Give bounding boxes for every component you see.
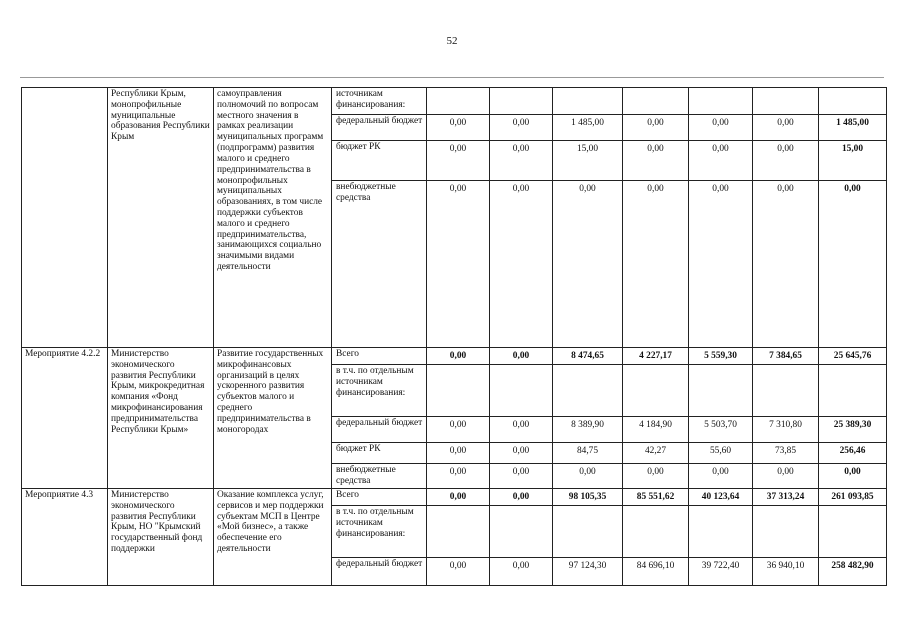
value-cell: 7 384,65 (753, 348, 819, 365)
value-cell (427, 506, 490, 558)
value-cell: 0,00 (689, 181, 753, 348)
measure-cell: Мероприятие 4.3 (22, 489, 108, 586)
value-cell: 98 105,35 (553, 489, 623, 506)
value-cell: 0,00 (490, 348, 553, 365)
value-cell (819, 506, 887, 558)
value-cell: 4 184,90 (623, 417, 689, 443)
value-cell (623, 365, 689, 417)
value-cell: 0,00 (427, 181, 490, 348)
value-cell: 0,00 (490, 141, 553, 181)
value-cell: 1 485,00 (553, 115, 623, 141)
value-cell: 261 093,85 (819, 489, 887, 506)
value-cell: 15,00 (553, 141, 623, 181)
value-cell: 0,00 (623, 181, 689, 348)
value-cell (490, 506, 553, 558)
value-cell: 73,85 (753, 443, 819, 464)
value-cell: 15,00 (819, 141, 887, 181)
value-cell (753, 88, 819, 115)
value-cell (819, 88, 887, 115)
executor-cell: Республики Крым, монопрофильные муниципальные образования Республики Крым (108, 88, 214, 348)
value-cell (490, 365, 553, 417)
page-number: 52 (446, 35, 458, 47)
value-cell: 0,00 (427, 558, 490, 586)
description-cell: Оказание комплекса услуг, сервисов и мер поддержки субъектам МСП в Центре «Мой бизнес», а также обеспечение его деятельности (214, 489, 332, 586)
value-cell: 0,00 (753, 141, 819, 181)
value-cell: 39 722,40 (689, 558, 753, 586)
value-cell: 0,00 (427, 141, 490, 181)
value-cell: 0,00 (490, 417, 553, 443)
value-cell (689, 365, 753, 417)
value-cell: 0,00 (689, 141, 753, 181)
value-cell: 0,00 (689, 464, 753, 489)
value-cell: 97 124,30 (553, 558, 623, 586)
value-cell: 1 485,00 (819, 115, 887, 141)
value-cell (689, 88, 753, 115)
value-cell (623, 506, 689, 558)
table-row (22, 489, 887, 506)
value-cell: 0,00 (427, 115, 490, 141)
measure-cell (22, 88, 108, 348)
value-cell: 0,00 (490, 443, 553, 464)
value-cell: 36 940,10 (753, 558, 819, 586)
value-cell: 0,00 (427, 348, 490, 365)
value-cell (819, 365, 887, 417)
value-cell: 84 696,10 (623, 558, 689, 586)
value-cell: 37 313,24 (753, 489, 819, 506)
table-row (22, 88, 887, 115)
description-cell: Развитие государственных микрофинансовых организаций в целях ускоренного развития субъектов малого и среднего предпринимательства в моногородах (214, 348, 332, 489)
value-cell (753, 506, 819, 558)
value-cell: 8 474,65 (553, 348, 623, 365)
value-cell: 0,00 (490, 115, 553, 141)
source-cell: федеральный бюджет (332, 115, 427, 141)
value-cell: 0,00 (623, 464, 689, 489)
value-cell: 258 482,90 (819, 558, 887, 586)
executor-cell: Министерство экономического развития Республики Крым, НО "Крымский государственный фонд поддержки (108, 489, 214, 586)
source-cell: источникам финансирования: (332, 88, 427, 115)
value-cell: 55,60 (689, 443, 753, 464)
financing-table (21, 87, 887, 586)
value-cell (553, 506, 623, 558)
value-cell: 40 123,64 (689, 489, 753, 506)
value-cell: 25 645,76 (819, 348, 887, 365)
value-cell: 0,00 (490, 464, 553, 489)
measure-cell: Мероприятие 4.2.2 (22, 348, 108, 489)
value-cell: 0,00 (427, 443, 490, 464)
value-cell: 0,00 (427, 464, 490, 489)
value-cell: 0,00 (753, 464, 819, 489)
value-cell: 4 227,17 (623, 348, 689, 365)
source-cell: в т.ч. по отдельным источникам финансирования: (332, 365, 427, 417)
value-cell: 0,00 (623, 115, 689, 141)
value-cell: 7 310,80 (753, 417, 819, 443)
value-cell: 256,46 (819, 443, 887, 464)
value-cell: 0,00 (427, 489, 490, 506)
value-cell: 0,00 (819, 464, 887, 489)
value-cell (553, 365, 623, 417)
value-cell: 0,00 (427, 417, 490, 443)
source-cell: Всего (332, 348, 427, 365)
table-row (22, 348, 887, 365)
source-cell: бюджет РК (332, 141, 427, 181)
value-cell (753, 365, 819, 417)
source-cell: внебюджетные средства (332, 181, 427, 348)
value-cell: 84,75 (553, 443, 623, 464)
source-cell: Всего (332, 489, 427, 506)
value-cell: 0,00 (753, 181, 819, 348)
header-rule (20, 77, 884, 78)
value-cell: 0,00 (490, 181, 553, 348)
source-cell: внебюджетные средства (332, 464, 427, 489)
value-cell: 25 389,30 (819, 417, 887, 443)
value-cell: 0,00 (623, 141, 689, 181)
source-cell: в т.ч. по отдельным источникам финансирования: (332, 506, 427, 558)
value-cell (623, 88, 689, 115)
value-cell: 8 389,90 (553, 417, 623, 443)
value-cell (689, 506, 753, 558)
value-cell: 5 503,70 (689, 417, 753, 443)
description-cell: самоуправления полномочий по вопросам местного значения в рамках реализации муниципальных программ (подпрограмм) развития малого и среднего предпринимательства в монопрофильных муниципальных образованиях, в том числе поддержки субъектов малого и среднего предпринимательства, занимающихся социально значимыми видами деятельности (214, 88, 332, 348)
value-cell: 0,00 (689, 115, 753, 141)
value-cell (427, 365, 490, 417)
value-cell: 85 551,62 (623, 489, 689, 506)
value-cell (490, 88, 553, 115)
value-cell: 0,00 (490, 489, 553, 506)
value-cell: 0,00 (553, 181, 623, 348)
value-cell: 0,00 (490, 558, 553, 586)
value-cell: 0,00 (819, 181, 887, 348)
value-cell: 42,27 (623, 443, 689, 464)
source-cell: федеральный бюджет (332, 558, 427, 586)
value-cell: 0,00 (753, 115, 819, 141)
value-cell (553, 88, 623, 115)
source-cell: федеральный бюджет (332, 417, 427, 443)
value-cell: 5 559,30 (689, 348, 753, 365)
value-cell (427, 88, 490, 115)
value-cell: 0,00 (553, 464, 623, 489)
executor-cell: Министерство экономического развития Республики Крым, микрокредитная компания «Фонд микрофинансирования предпринимательства Республики Крым» (108, 348, 214, 489)
source-cell: бюджет РК (332, 443, 427, 464)
